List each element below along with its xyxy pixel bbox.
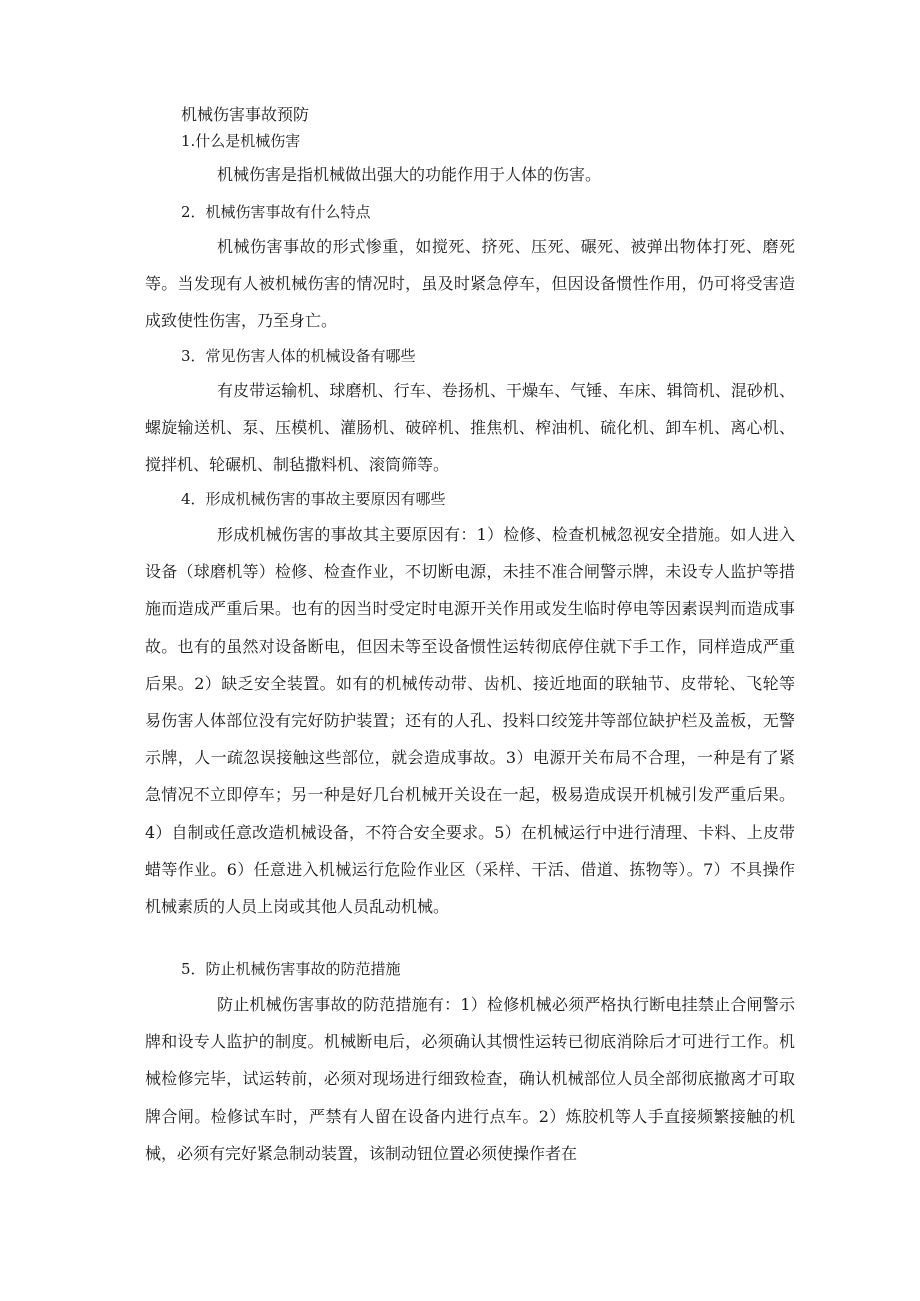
section-5-heading: 5．防止机械伤害事故的防范措施 (181, 960, 401, 978)
section-3-body: 有皮带运输机、球磨机、行车、卷扬机、干燥车、气锤、车床、辑筒机、混砂机、螺旋输送机、泵、压模机、灌肠机、破碎机、推焦机、榨油机、硫化机、卸车机、离心机、搅拌机、轮碾机、制毡撒料机、滚筒筛等。 (145, 381, 795, 475)
section-1-body: 机械伤害是指机械做出强大的功能作用于人体的伤害。 (217, 165, 602, 184)
section-4-body: 形成机械伤害的事故其主要原因有：1）检修、检查机械忽视安全措施。如人进入设备（球磨机等）检修、检查作业，不切断电源，未挂不准合闸警示牌，未设专人监护等措施而造成严重后果。也有的因当时受定时电源开关作用或发生临时停电等因素误判而造成事故。也有的虽然对设备断电，但因未等至设备惯性运转彻底停住就下手工作，同样造成严重后果。2）缺乏安全装置。如有的机械传动带、齿机、接近地面的联轴节、皮带轮、飞轮等易伤害人体部位没有完好防护装置；还有的人孔、投料口绞笼井等部位缺护栏及盖板，无警示牌，人一疏忽误接触这些部位，就会造成事故。3）电源开关布局不合理，一种是有了紧急情况不立即停车；另一种是好几台机械开关设在一起，极易造成误开机械引发严重后果。4）自制或任意改造机械设备，不符合安全要求。5）在机械运行中进行清理、卡料、上皮带蜡等作业。6）任意进入机械运行危险作业区（采样、干活、借道、拣物等）。7）不具操作机械素质的人员上岗或其他人员乱动机械。 (145, 525, 795, 917)
section-2-body: 机械伤害事故的形式惨重，如搅死、挤死、压死、碾死、被弹出物体打死、磨死等。当发现有人被机械伤害的情况时，虽及时紧急停车，但因设备惯性作用，仍可将受害造成致使性伤害，乃至身亡。 (145, 237, 795, 331)
section-5-body: 防止机械伤害事故的防范措施有：1）检修机械必须严格执行断电挂禁止合闸警示牌和设专人监护的制度。机械断电后，必须确认其惯性运转已彻底消除后才可进行工作。机械检修完毕，试运转前，必须对现场进行细致检查，确认机械部位人员全部彻底撤离才可取牌合闸。检修试车时，严禁有人留在设备内进行点车。2）炼胶机等人手直接频繁接触的机械，必须有完好紧急制动装置，该制动钮位置必须使操作者在 (145, 995, 795, 1163)
section-3-heading: 3．常见伤害人体的机械设备有哪些 (181, 347, 416, 365)
document-title: 机械伤害事故预防 (181, 105, 310, 124)
section-1-heading: 1.什么是机械伤害 (181, 132, 301, 150)
section-2-heading: 2．机械伤害事故有什么特点 (181, 203, 371, 221)
section-4-heading: 4．形成机械伤害的事故主要原因有哪些 (181, 490, 446, 508)
